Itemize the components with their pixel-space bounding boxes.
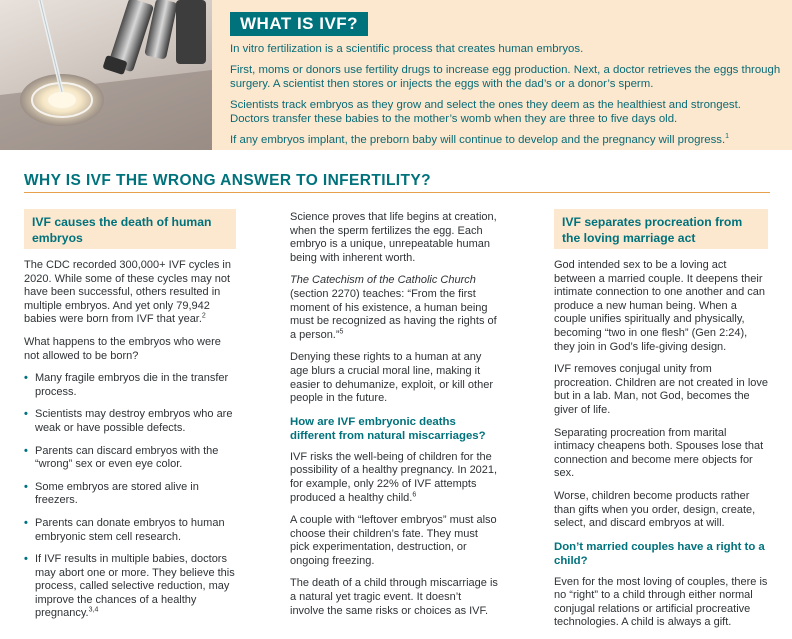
section-heading: WHY IS IVF THE WRONG ANSWER TO INFERTILITY? bbox=[24, 172, 431, 189]
paragraph: IVF risks the well-being of children for the possibility of a healthy pregnancy. In 2021, for example, only 22% of IVF attempts produced a healthy child.$^6$ bbox=[290, 450, 498, 504]
column-heading: IVF separates procreation from the loving marriage act bbox=[554, 209, 768, 249]
bullet-icon: • bbox=[24, 444, 28, 457]
bullet-icon: • bbox=[24, 408, 28, 421]
paragraph: God intended sex to be a loving act between a married couple. It deepens their intimate connection to one another and can produce a new human being. When a couple unifies spiritually and physically, becoming “two in one flesh” (Gen 2:24), they join in God’s life-giving design. bbox=[554, 259, 765, 353]
microscope-lab-photo bbox=[0, 0, 212, 150]
bullet-icon: • bbox=[24, 372, 28, 385]
list-item: • Parents can discard embryos with the “wrong” sex or even eye color. bbox=[24, 444, 219, 471]
column-life-begins bbox=[290, 211, 498, 627]
footnote-ref: 1 bbox=[725, 133, 730, 141]
intro-band bbox=[0, 0, 792, 150]
paragraph: Separating procreation from marital intimacy cheapens both. Spouses lose that connection and become mere objects for sex. bbox=[554, 426, 764, 480]
column-embryo-deaths bbox=[24, 209, 236, 630]
paragraph: The death of a child through miscarriage is a natural yet tragic event. It doesn’t involve the same risks or choices as IVF. bbox=[290, 577, 498, 617]
list-item: • Many fragile embryos die in the transfer process. bbox=[24, 372, 229, 398]
intro-paragraph: In vitro fertilization is a scientific process that creates human embryos. bbox=[230, 43, 584, 55]
paragraph: Denying these rights to a human at any age blurs a crucial moral line, making it easier to dehumanize, exploit, or kill other people in the future. bbox=[290, 351, 493, 405]
list-item: • Parents can donate embryos to human embryonic stem cell research. bbox=[24, 516, 225, 543]
bullet-list bbox=[24, 372, 236, 621]
bullet-icon: • bbox=[24, 553, 28, 566]
footnote-ref: 5 bbox=[339, 328, 344, 336]
footnote-ref: 6 bbox=[412, 490, 417, 498]
paragraph: IVF removes conjugal unity from procreation. Children are not created in love but in a lab. Man, not God, becomes the giver of life. bbox=[554, 363, 769, 416]
paragraph: The Catechism of the Catholic Church (section 2270) teaches: “From the first moment of his existence, a human being must be recognized as having the rights of a person.”$^5$ bbox=[290, 274, 497, 341]
list-item: • If IVF results in multiple babies, doctors may abort one or more. They believe this process, called selective reduction, may improve the chances of a healthy pregnancy.$^{3,4}$ bbox=[24, 553, 235, 620]
footnote-ref: 2 bbox=[201, 312, 206, 320]
intro-paragraph: First, moms or donors use fertility drugs to increase egg production. Next, a doctor retrieves the eggs through surgery. A scientist then stores or injects the eggs with the dad’s or a donor’s sperm. bbox=[230, 64, 781, 90]
list-item: • Some embryos are stored alive in freezers. bbox=[24, 480, 199, 507]
paragraph: A couple with “leftover embryos” must also choose their children’s fate. They must pick experimentation, destruction, or ongoing freezing. bbox=[290, 514, 497, 567]
catechism-title: The Catechism of the Catholic Church bbox=[290, 274, 476, 287]
list-item: • Scientists may destroy embryos who are weak or have possible defects. bbox=[24, 408, 233, 434]
column-marriage-act bbox=[554, 209, 768, 639]
intro-paragraph: Scientists track embryos as they grow and select the ones they deem as the healthiest and strongest. Doctors transfer these babies to the mother’s womb when they are three to five days old. bbox=[230, 99, 741, 125]
paragraph: Worse, children become products rather than gifts when you order, design, create, select, and discard embryos at will. bbox=[554, 489, 756, 530]
column-heading: IVF causes the death of human embryos bbox=[24, 209, 236, 249]
subheading: Don’t married couples have a right to a child? bbox=[554, 540, 765, 567]
paragraph: Science proves that life begins at creation, when the sperm fertilizes the egg. Each embryo is a unique, unrepeatable human being with inherent worth. bbox=[290, 211, 497, 264]
what-is-ivf-text bbox=[230, 42, 782, 154]
paragraph: Even for the most loving of couples, there is no “right” to a child through either normal conjugal relations or artificial procreative technologies. A child is always a gift. bbox=[554, 575, 768, 629]
paragraph: What happens to the embryos who were not allowed to be born? bbox=[24, 335, 221, 362]
paragraph: The CDC recorded 300,000+ IVF cycles in 2020. While some of these cycles may not have been successful, others resulted in multiple embryos. And yet only 79,942 babies were born from IVF that year.$^2$ bbox=[24, 259, 231, 326]
section-divider bbox=[24, 192, 770, 193]
bullet-icon: • bbox=[24, 480, 28, 493]
subheading: How are IVF embryonic deaths different from natural miscarriages? bbox=[290, 415, 486, 442]
what-is-ivf-title: WHAT IS IVF? bbox=[230, 12, 368, 36]
intro-paragraph: If any embryos implant, the preborn baby will continue to develop and the pregnancy will progress.$^1$ bbox=[230, 133, 730, 146]
microscope-illustration bbox=[0, 0, 212, 150]
bullet-icon: • bbox=[24, 516, 28, 529]
footnote-ref: 3,4 bbox=[88, 606, 99, 614]
